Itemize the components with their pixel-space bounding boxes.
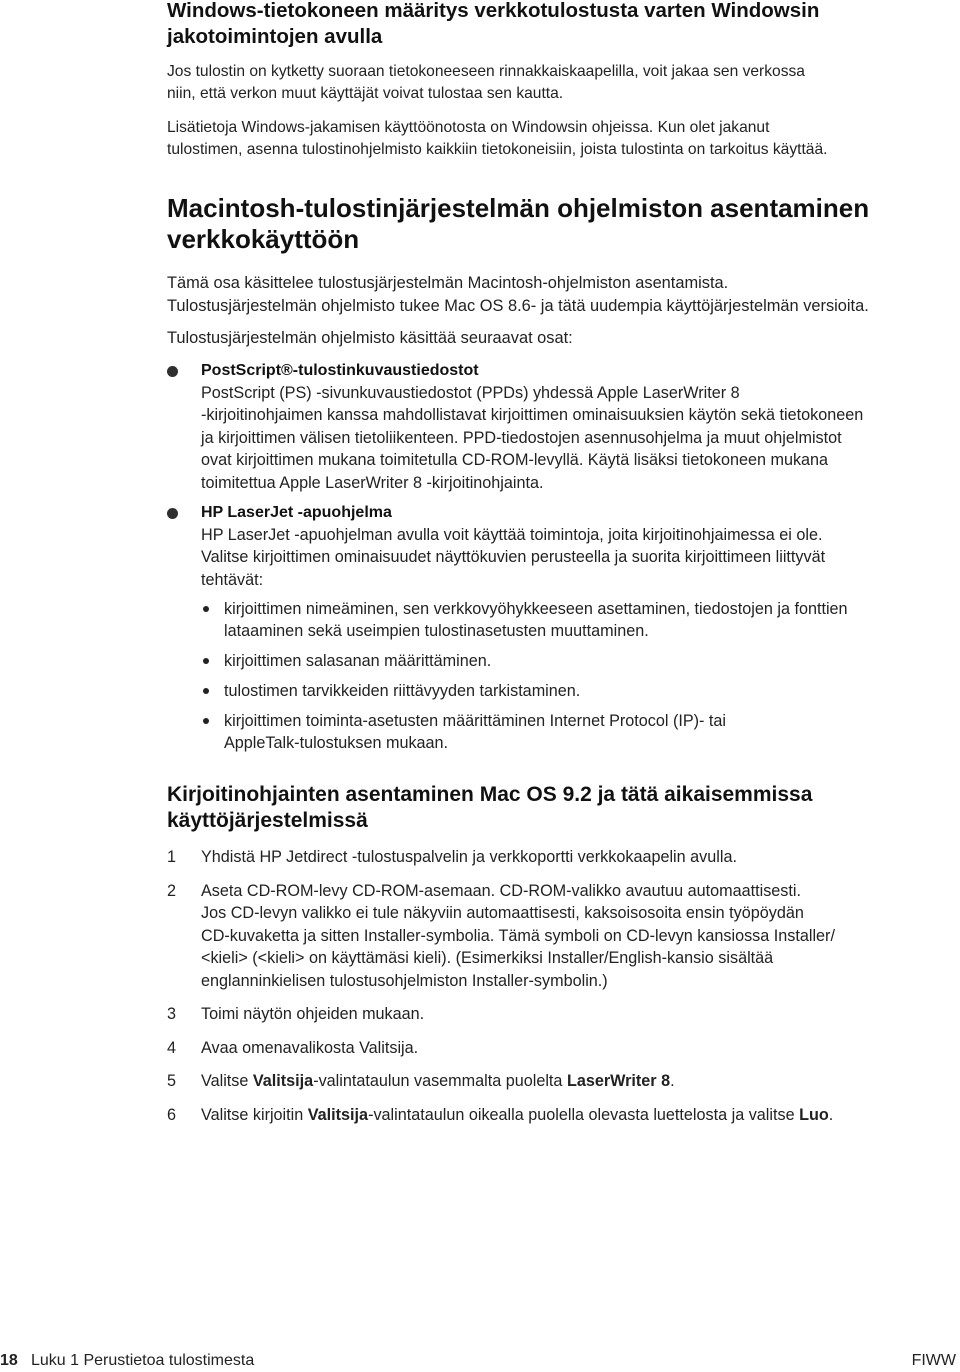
text-line: toimitettua Apple LaserWriter 8 -kirjoitinohjainta. (201, 473, 544, 492)
text-span: -valintataulun vasemmalta puolelta (313, 1072, 567, 1090)
step-number: 1 (167, 848, 177, 866)
section-heading-mac-os-92 (167, 782, 812, 834)
step-number: 4 (167, 1039, 177, 1057)
text-line: Jos CD-levyn valikko ei tule näkyviin automaattisesti, kaksoisosoita ensin työpöydän (201, 904, 804, 923)
paragraph-parallel-cable (167, 61, 805, 105)
step-text (201, 1104, 833, 1126)
footer-edition: FIWW (911, 1352, 956, 1369)
ui-term-valitsija: Valitsija (252, 1072, 314, 1090)
bullet-title-postscript: PostScript®-tulostinkuvaustiedostot (201, 362, 479, 379)
bullet-icon (167, 508, 178, 519)
text-line: -kirjoitinohjaimen kanssa mahdollistavat kirjoittimen ominaisuuksien käytön sekä tietokoneen (201, 406, 864, 425)
page-number: 18 (0, 1352, 18, 1369)
step-number: 3 (167, 1005, 177, 1023)
text-line: lataaminen sekä useimpien tulostinasetusten muuttaminen. (224, 622, 649, 641)
text-line: niin, että verkon muut käyttäjät voivat tulostaa sen kautta. (167, 85, 564, 102)
bullet-title-hp-laserjet: HP LaserJet -apuohjelma (201, 504, 392, 521)
text-line: kirjoittimen nimeäminen, sen verkkovyöhykkeeseen asettaminen, tiedostojen ja fonttien (224, 600, 848, 618)
list-item (224, 650, 491, 672)
heading-line: jakotoimintojen avulla (167, 25, 383, 48)
text-line: Toimi näytön ohjeiden mukaan. (201, 1005, 425, 1023)
text-line: Yhdistä HP Jetdirect -tulostuspalvelin ja verkkoportti verkkokaapelin avulla. (201, 848, 737, 866)
sub-bullet-icon (203, 688, 209, 694)
section-heading-macintosh-install (167, 193, 869, 255)
step-number: 6 (167, 1106, 177, 1124)
step-text (201, 880, 835, 992)
paragraph-windows-help (167, 117, 827, 161)
step-text (201, 1070, 675, 1092)
text-line: englanninkielisen tulostusohjelmiston Installer-symbolin.) (201, 971, 608, 990)
heading-line: Windows-tietokoneen määritys verkkotulostusta varten Windowsin (167, 0, 820, 22)
heading-line: Macintosh-tulostinjärjestelmän ohjelmiston asentaminen (167, 193, 870, 223)
text-span: . (670, 1072, 675, 1090)
text-line: Aseta CD-ROM-levy CD-ROM-asemaan. CD-ROM-valikko avautuu automaattisesti. (201, 882, 801, 900)
text-line: kirjoittimen salasanan määrittäminen. (224, 652, 492, 670)
text-span: -valintataulun oikealla puolella olevasta luettelosta ja valitse (368, 1106, 800, 1124)
bullet-body-postscript (201, 382, 863, 494)
ui-term-laserwriter: LaserWriter 8 (566, 1072, 671, 1090)
paragraph-components-intro: Tulostusjärjestelmän ohjelmisto käsittää seuraavat osat: (167, 329, 573, 347)
list-item (224, 710, 726, 755)
text-span: . (828, 1106, 834, 1124)
list-item (224, 598, 848, 643)
sub-bullet-icon (203, 606, 209, 612)
sub-bullet-icon (203, 658, 209, 664)
bullet-body-hp-laserjet (201, 524, 825, 591)
heading-line: verkkokäyttöön (167, 224, 360, 254)
heading-line: käyttöjärjestelmissä (167, 809, 368, 832)
text-line: Lisätietoja Windows-jakamisen käyttöönotosta on Windowsin ohjeissa. Kun olet jakanut (167, 119, 770, 136)
text-line: Jos tulostin on kytketty suoraan tietokoneeseen rinnakkaiskaapelilla, voit jakaa sen verkossa (167, 63, 805, 80)
heading-line: Kirjoitinohjainten asentaminen Mac OS 9.2 ja tätä aikaisemmissa (167, 783, 813, 806)
bullet-icon (167, 366, 178, 377)
step-text (201, 1003, 424, 1025)
sub-bullet-icon (203, 718, 209, 724)
text-line: tulostimen, asenna tulostinohjelmisto kaikkiin tietokoneisiin, joista tulostinta on tarkoitus käyttää. (167, 141, 828, 158)
text-line: CD-kuvaketta ja sitten Installer-symbolia. Tämä symboli on CD-levyn kansiossa Installer/ (201, 926, 835, 945)
paragraph-mac-intro (167, 272, 869, 317)
text-span: Valitse (201, 1072, 253, 1090)
ui-term-valitsija: Valitsija (307, 1106, 369, 1124)
text-line: tulostimen tarvikkeiden riittävyyden tarkistaminen. (224, 682, 581, 700)
step-number: 5 (167, 1072, 177, 1090)
text-line: ja kirjoittimen välisen tietoliikenteen. PPD-tiedostojen asennusohjelma ja muut ohjelmistot (201, 428, 842, 447)
text-line: AppleTalk-tulostuksen mukaan. (224, 734, 449, 753)
text-line: Tämä osa käsittelee tulostusjärjestelmän Macintosh-ohjelmiston asentamista. (167, 274, 729, 292)
footer-chapter: Luku 1 Perustietoa tulostimesta (31, 1352, 255, 1369)
section-heading-windows-sharing (167, 0, 819, 50)
list-item (224, 680, 580, 702)
ui-term-luo: Luo (799, 1106, 829, 1124)
text-span: Valitse kirjoitin (201, 1106, 308, 1124)
text-line: Tulostusjärjestelmän ohjelmisto tukee Mac OS 8.6- ja tätä uudempia käyttöjärjestelmän versioita. (167, 296, 869, 315)
text-line: tehtävät: (201, 570, 264, 589)
text-line: Valitse kirjoittimen ominaisuudet näyttökuvien perusteella ja suorita kirjoittimeen liittyvät (201, 548, 826, 567)
text-line: HP LaserJet -apuohjelman avulla voit käyttää toimintoja, joita kirjoitinohjaimessa ei ole. (201, 526, 823, 544)
text-line: kirjoittimen toiminta-asetusten määrittäminen Internet Protocol (IP)- tai (224, 712, 727, 730)
step-number: 2 (167, 882, 177, 900)
step-text (201, 846, 737, 868)
text-line: <kieli> (<kieli> on käyttämäsi kieli). (Esimerkiksi Installer/English-kansio sisältää (201, 949, 774, 968)
text-line: ovat kirjoittimen mukana toimitetulla CD-ROM-levyllä. Käytä lisäksi tietokoneen mukana (201, 451, 829, 470)
text-line: Avaa omenavalikosta Valitsija. (201, 1039, 419, 1057)
step-text (201, 1037, 418, 1059)
text-line: PostScript (PS) -sivunkuvaustiedostot (PPDs) yhdessä Apple LaserWriter 8 (201, 384, 740, 402)
